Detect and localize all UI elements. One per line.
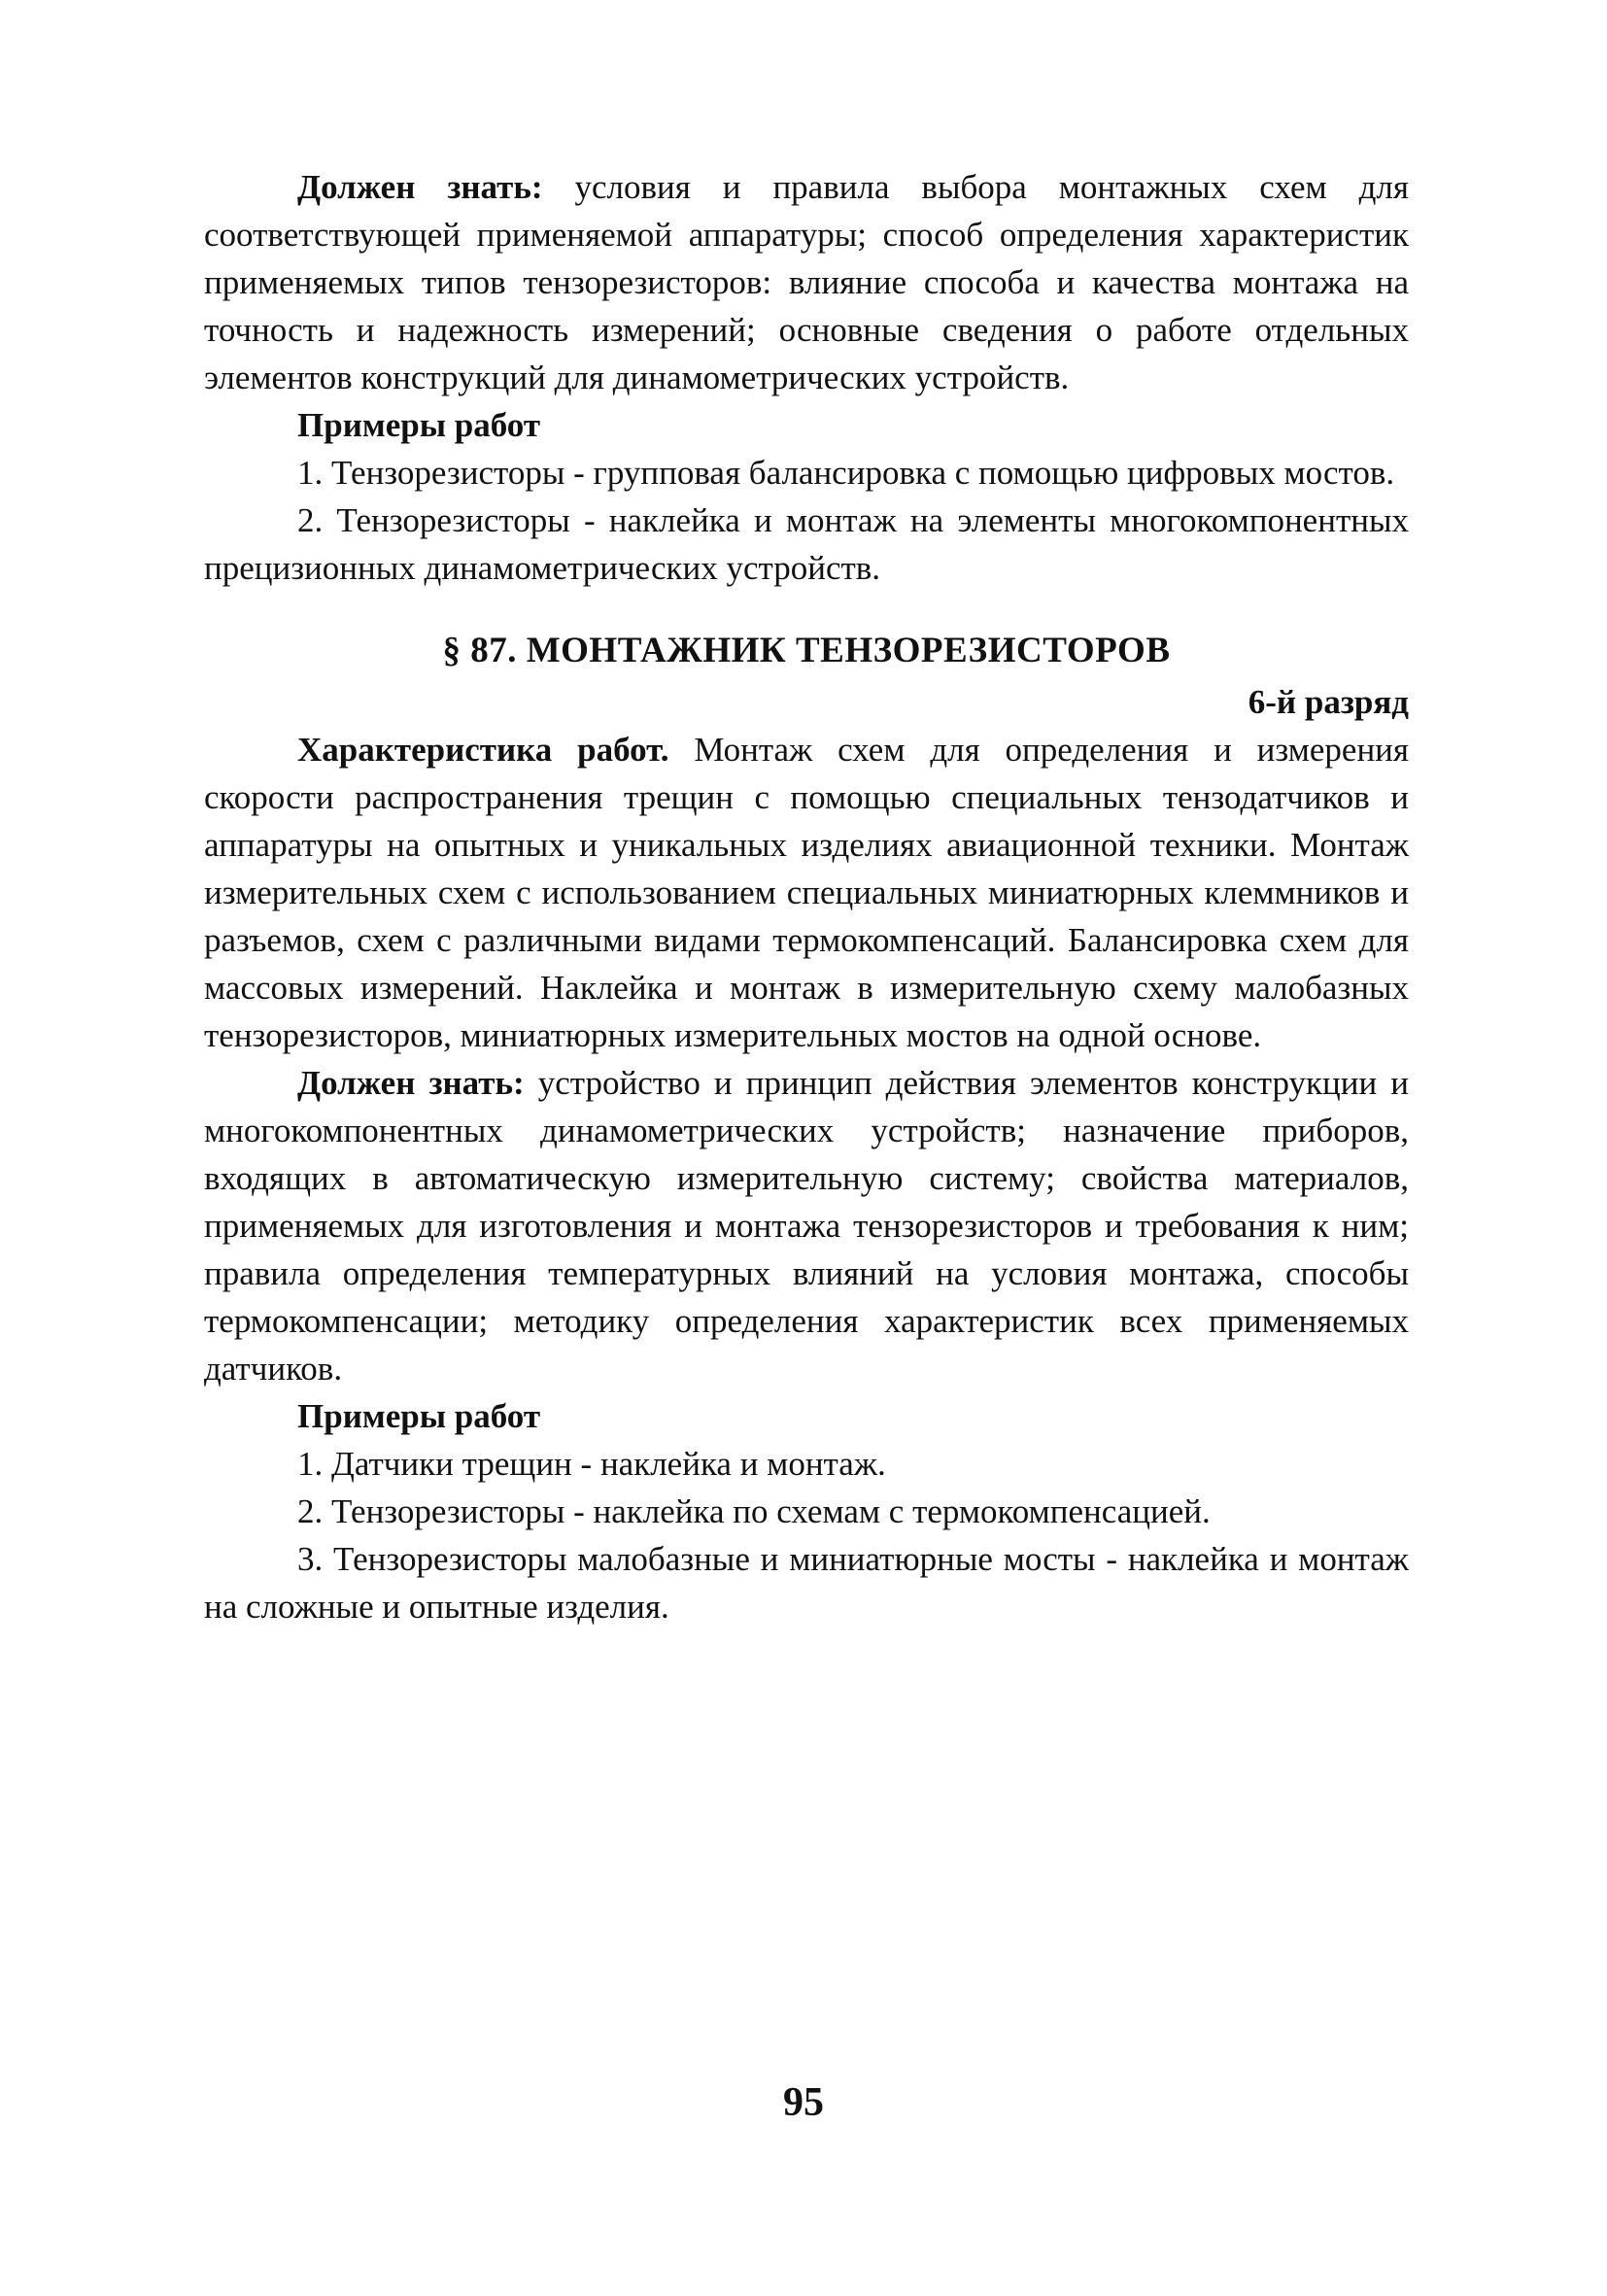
characteristic-label: Характеристика работ. bbox=[297, 731, 669, 769]
page-number: 95 bbox=[783, 2080, 824, 2125]
example-1-1: 1. Тензорезисторы - групповая балансировка с помощью цифровых мостов. bbox=[297, 454, 1395, 492]
knows-label-2: Должен знать: bbox=[297, 1064, 525, 1102]
example-2-3: 3. Тензорезисторы малобазные и миниатюрные мосты - наклейка и монтаж на сложные и опытные изделия. bbox=[204, 1540, 1409, 1626]
knows-text-2: устройство и принцип действия элементов конструкции и многокомпонентных динамометрических устройств; назначение приборов, входящих в автоматическую измерительную систему; свойства материалов, применяемых для изготовления и монтажа тензорезисторов и требования к ним; правила определения температурных влияний на условия монтажа, способы термокомпенсации; методику определения характеристик всех применяемых датчиков. bbox=[204, 1064, 1409, 1388]
example-2-2: 2. Тензорезисторы - наклейка по схемам с термокомпенсацией. bbox=[297, 1492, 1211, 1530]
examples-heading-1: Примеры работ bbox=[297, 406, 541, 444]
knows-paragraph-1 bbox=[204, 163, 1409, 401]
knows-label-1: Должен знать: bbox=[297, 168, 543, 206]
page-content bbox=[204, 163, 1409, 1630]
example-1-2: 2. Тензорезисторы - наклейка и монтаж на элементы многокомпонентных прецизионных динамометрических устройств. bbox=[204, 501, 1409, 587]
characteristic-text: Монтаж схем для определения и измерения скорости распространения трещин с помощью специальных тензодатчиков и аппаратуры на опытных и уникальных изделиях авиационной техники. Монтаж измерительных схем с использованием специальных миниатюрных клеммников и разъемов, схем с различными видами термокомпенсаций. Балансировка схем для массовых измерений. Наклейка и монтаж в измерительную схему малобазных тензорезисторов, миниатюрных измерительных мостов на одной основе. bbox=[204, 731, 1409, 1054]
example-2-1: 1. Датчики трещин - наклейка и монтаж. bbox=[297, 1445, 886, 1483]
knows-paragraph-2 bbox=[204, 1059, 1409, 1392]
section-title: § 87. МОНТАЖНИК ТЕНЗОРЕЗИСТОРОВ bbox=[442, 631, 1171, 670]
examples-heading-2: Примеры работ bbox=[297, 1397, 541, 1435]
grade-label: 6-й разряд bbox=[1248, 683, 1409, 721]
characteristic-paragraph bbox=[204, 726, 1409, 1059]
knows-text-1: условия и правила выбора монтажных схем для соответствующей применяемой аппаратуры; способ определения характеристик применяемых типов тензорезисторов: влияние способа и качества монтажа на точность и надежность измерений; основные сведения о работе отдельных элементов конструкций для динамометрических устройств. bbox=[204, 168, 1409, 396]
